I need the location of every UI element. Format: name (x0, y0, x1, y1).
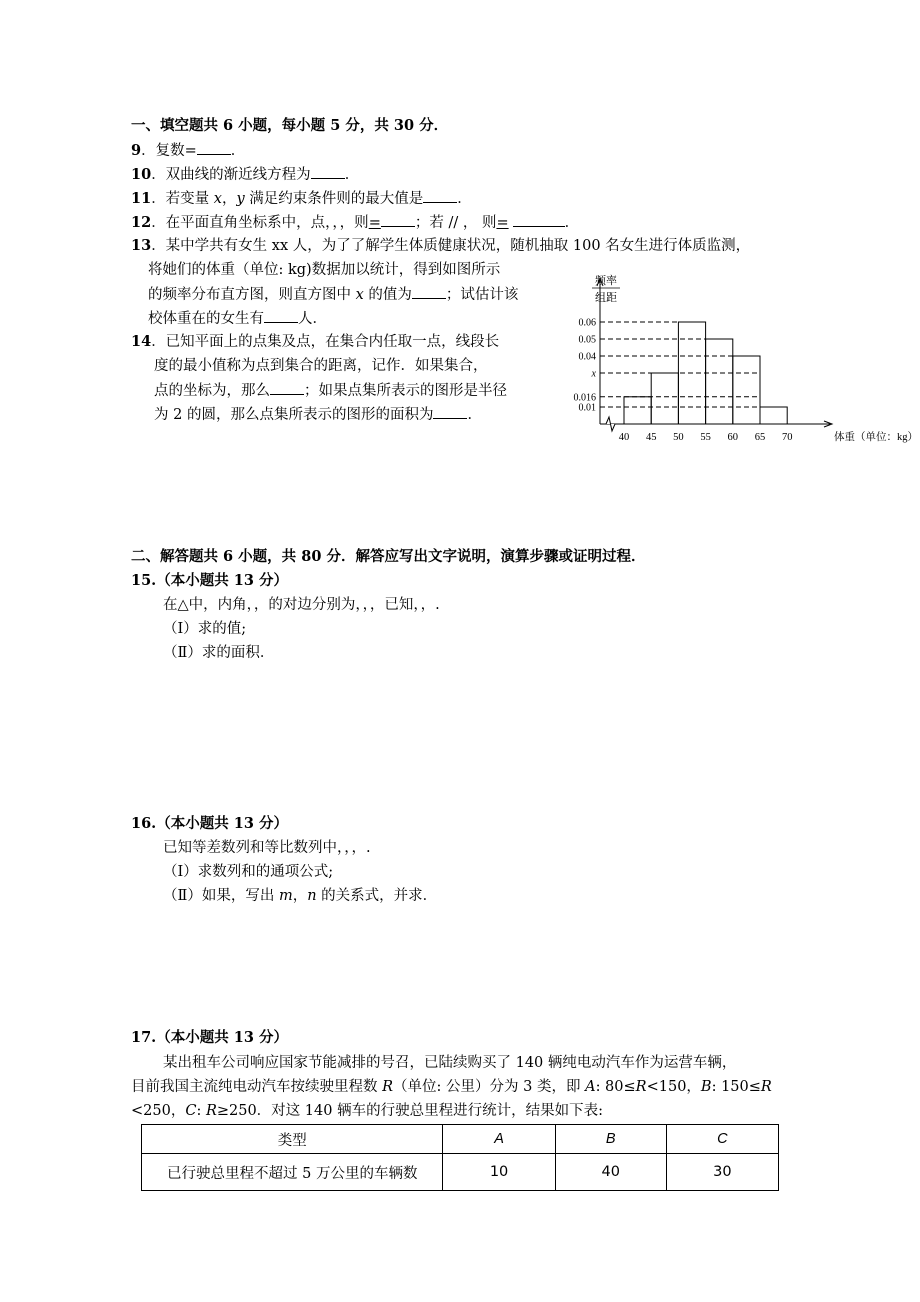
x-tick-label: 60 (727, 432, 739, 443)
question-text: （Ⅱ）如果，写出 (163, 888, 279, 904)
section1-heading: 一、填空题共 6 小题，每小题 5 分，共 30 分． (131, 117, 449, 134)
question-text: ．已知平面上的点集及点，在集合内任取一点，线段长 (151, 334, 500, 350)
mileage-table (141, 1124, 779, 1191)
question-number: 10 (131, 166, 152, 183)
question-text: : (196, 1103, 206, 1119)
question-text-tail: ． (344, 167, 360, 183)
table-cell: 30 (666, 1154, 778, 1191)
section2-heading: 二、解答题共 6 小题，共 80 分．解答应写出文字说明，演算步骤或证明过程． (131, 548, 646, 565)
question-text-2: 满足约束条件则的最大值是 (244, 191, 424, 207)
histogram-bar (733, 356, 760, 424)
question-13-line1 (131, 236, 750, 256)
x-tick-label: 55 (700, 432, 711, 443)
answer-blank[interactable] (311, 164, 345, 179)
answer-blank[interactable] (412, 284, 446, 299)
question-9 (131, 140, 245, 161)
table-row (142, 1154, 779, 1191)
variable-n: n (307, 888, 317, 904)
question-13-line3 (148, 284, 518, 305)
answer-blank[interactable] (381, 212, 415, 227)
question-17-line2 (131, 1077, 772, 1097)
x-tick-label: 50 (673, 432, 684, 443)
y-axis-label-bottom: 组距 (595, 292, 617, 304)
variable-R: R (205, 1103, 217, 1119)
question-number: 9 (131, 142, 142, 159)
equals-sign: = (368, 215, 381, 231)
x-tick-label: 65 (754, 432, 766, 443)
question-text: 目前我国主流纯电动汽车按续驶里程数 (131, 1079, 383, 1095)
histogram-bar (760, 407, 787, 424)
question-11 (131, 188, 472, 209)
variable-x: x (213, 191, 222, 207)
x-tick-label: 70 (781, 432, 793, 443)
histogram-bar (651, 373, 678, 424)
table-cell: 已行驶总里程不超过 5 万公里的车辆数 (142, 1154, 443, 1191)
question-text: 校体重在的女生有 (148, 311, 264, 327)
question-text-tail: ． (564, 215, 580, 231)
category-C: C (185, 1103, 197, 1119)
question-16-title: 16.（本小题共 13 分） (131, 815, 289, 832)
y-tick-label: 0.016 (573, 392, 596, 404)
table-header-cell: C (666, 1125, 778, 1154)
question-number: 14 (131, 333, 152, 350)
question-16-part1: （Ⅰ）求数列和的通项公式; (163, 864, 334, 880)
question-text: ．在平面直角坐标系中，点，，，则 (151, 215, 369, 231)
question-14-line3 (154, 380, 507, 401)
question-15-part1: （Ⅰ）求的值; (163, 621, 247, 637)
category-A: A (585, 1079, 596, 1095)
question-text: <150， (646, 1079, 701, 1095)
question-14-line1 (131, 332, 499, 352)
frequency-histogram (548, 268, 918, 448)
answer-blank[interactable] (197, 140, 231, 155)
question-15-title: 15.（本小题共 13 分） (131, 572, 289, 589)
question-number: 13 (131, 237, 152, 254)
question-text: 的频率分布直方图，则直方图中 (148, 287, 356, 303)
question-text-tail: ． (457, 191, 472, 207)
y-tick-label: 0.04 (578, 351, 596, 363)
histogram-bar (624, 397, 651, 424)
question-13-line2: 将她们的体重（单位: kg)数据加以统计，得到如图所示 (148, 262, 501, 278)
answer-blank[interactable] (423, 188, 457, 203)
question-17-line3 (131, 1101, 603, 1121)
question-text-tail: ． (230, 143, 246, 159)
histogram-bar (706, 339, 733, 424)
separator: ， (292, 888, 308, 904)
answer-blank-2[interactable] (513, 212, 565, 227)
question-text: ．复数= (141, 143, 197, 159)
table-header-cell: B (555, 1125, 666, 1154)
table-header-cell: A (443, 1125, 555, 1154)
question-12 (131, 212, 579, 233)
category-B: B (700, 1079, 712, 1095)
question-text: ．某中学共有女生 xx 人，为了了解学生体质健康状况，随机抽取 100 名女生进行体质监测， (151, 238, 751, 254)
question-text: <250， (131, 1103, 186, 1119)
question-16-part2 (163, 886, 437, 906)
variable-x: x (355, 287, 364, 303)
question-text: : 150≤ (711, 1079, 761, 1095)
y-tick-label: x (591, 368, 596, 380)
x-tick-label: 40 (618, 432, 630, 443)
question-text: ；如果点集所表示的图形是半径 (304, 383, 507, 399)
equals-sign-2: = (496, 215, 509, 231)
question-15-text: 在△中，内角，，的对边分别为，，，已知，，. (163, 597, 440, 613)
y-tick-label: 0.06 (578, 317, 596, 329)
question-text: 的关系式，并求． (316, 888, 438, 904)
question-number: 12 (131, 214, 152, 231)
question-14-line2: 度的最小值称为点到集合的距离，记作．如果集合， (154, 358, 488, 374)
question-text: ≥250．对这 140 辆车的行驶总里程进行统计，结果如下表: (216, 1103, 603, 1119)
question-13-line4 (148, 308, 327, 329)
question-text: ；试估计该 (445, 287, 519, 303)
x-axis-label: 体重（单位：kg） (834, 432, 918, 443)
question-10 (131, 164, 359, 185)
x-tick-label: 45 (645, 432, 657, 443)
y-tick-label: 0.01 (578, 402, 596, 414)
question-text: ．双曲线的渐近线方程为 (151, 167, 311, 183)
question-text: ． (467, 407, 482, 423)
table-header-cell: 类型 (142, 1125, 443, 1154)
question-17-line1: 某出租车公司响应国家节能减排的号召，已陆续购买了 140 辆纯电动汽车作为运营车辆， (163, 1055, 737, 1071)
table-header-row (142, 1125, 779, 1154)
answer-blank[interactable] (264, 308, 298, 323)
question-16-text: 已知等差数列和等比数列中，，，. (163, 840, 371, 856)
question-17-title: 17.（本小题共 13 分） (131, 1029, 289, 1046)
variable-R: R (635, 1079, 647, 1095)
separator: ， (221, 191, 237, 207)
question-14-line4 (154, 404, 482, 425)
question-text: 的值为 (363, 287, 412, 303)
question-text: （单位: 公里）分为 3 类，即 (393, 1079, 586, 1095)
y-axis-label-top: 频率 (595, 275, 617, 287)
variable-m: m (278, 888, 293, 904)
question-15-part2: （Ⅱ）求的面积． (163, 645, 275, 661)
table-cell: 10 (443, 1154, 555, 1191)
question-text-mid: ；若 // ， 则 (414, 215, 497, 231)
variable-R: R (760, 1079, 772, 1095)
y-tick-label: 0.05 (578, 334, 596, 346)
question-text: 为 2 的圆，那么点集所表示的图形的面积为 (154, 407, 434, 423)
answer-blank[interactable] (270, 380, 304, 395)
variable-R: R (382, 1079, 394, 1095)
variable-y: y (236, 191, 245, 207)
table-cell: 40 (555, 1154, 666, 1191)
question-number: 11 (131, 190, 152, 207)
question-text: 点的坐标为，那么 (154, 383, 270, 399)
question-text: : 80≤ (595, 1079, 636, 1095)
question-text: 人． (298, 311, 327, 327)
answer-blank[interactable] (433, 404, 467, 419)
axis-break-mark (606, 417, 615, 431)
question-text: ．若变量 (151, 191, 214, 207)
